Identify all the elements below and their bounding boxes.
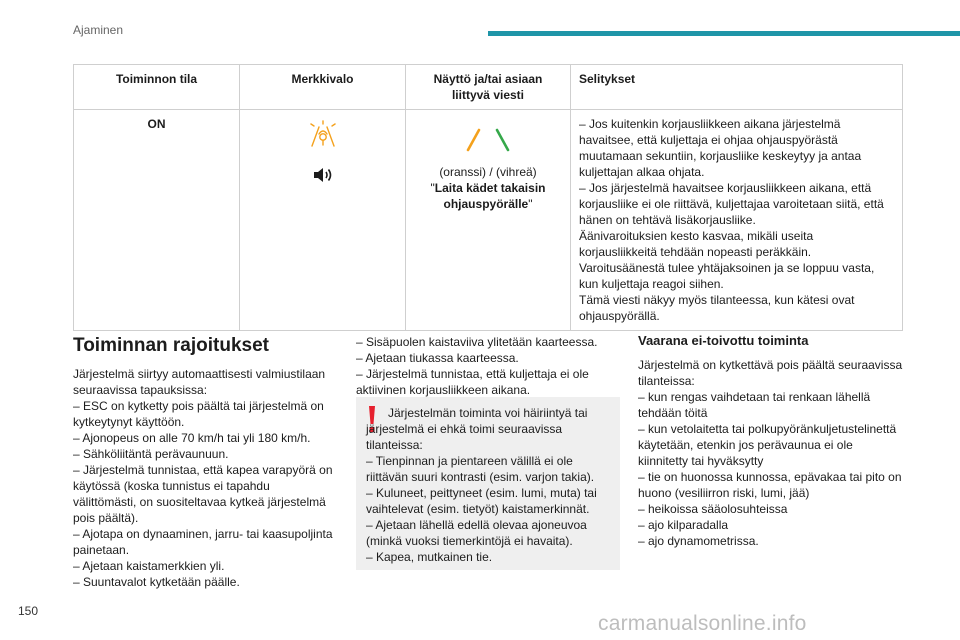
explanation-paragraph: Varoitusäänestä tulee yhtäjaksoinen ja se loppuu vasta, kun kuljettaja reagoi siihen. — [579, 261, 875, 291]
header-section-title: Ajaminen — [73, 23, 124, 37]
explanations-cell — [571, 110, 903, 331]
header-accent-bar — [488, 31, 960, 36]
table-header-cell: Toiminnon tila — [74, 65, 240, 110]
warning-paragraph: – Kapea, mutkainen tie. — [366, 550, 493, 564]
lane-lines-icon — [458, 124, 518, 154]
risk-title: Vaarana ei-toivottu toiminta — [638, 333, 809, 348]
warning-text — [366, 405, 610, 565]
display-colors-text: (oranssi) / (vihreä) — [439, 165, 537, 179]
warning-box — [356, 397, 620, 570]
watermark: carmanualsonline.info — [598, 612, 807, 635]
limits-section — [73, 334, 335, 590]
limits-paragraph: – Järjestelmä tunnistaa, että kuljettaja ei ole aktiivinen korjausliikkeen aikana. — [356, 367, 589, 397]
risk-paragraph: Järjestelmä on kytkettävä pois päältä seuraavissa tilanteissa: — [638, 358, 903, 388]
limits-paragraph: – Ajotapa on dynaaminen, jarru- tai kaasupoljinta painetaan. — [73, 527, 333, 557]
risk-paragraph: – kun vetolaitetta tai polkupyöränkuljetustelinettä käytetään, etenkin jos perävaunua ei ole kiinnitetty tai hyväksytty — [638, 422, 897, 468]
warning-paragraph: Järjestelmän toiminta voi häiriintyä tai järjestelmä ei ehkä toimi seuraavissa tilanteissa: — [366, 406, 588, 452]
lane-hands-warning-icon — [308, 120, 338, 148]
limits-paragraph: – Suuntavalot kytketään päälle. — [73, 575, 240, 589]
risk-paragraph: – heikoissa sääolosuhteissa — [638, 502, 788, 516]
limits-paragraph: Järjestelmä siirtyy automaattisesti valmiustilaan seuraavissa tapauksissa: — [73, 367, 326, 397]
warning-paragraph: – Kuluneet, peittyneet (esim. lumi, muta) tai vaihtelevat (esim. tietyöt) kaistamerkinnät. — [366, 486, 597, 516]
explanation-paragraph: – Jos kuitenkin korjausliikkeen aikana järjestelmä havaitsee, että kuljettaja ei ohjaa ohjauspyörästä muutamaan sekuntiin, korjausliike keskeytyy ja antaa kuljettajan alkaa ohjata. — [579, 117, 862, 179]
risk-paragraph: – kun rengas vaihdetaan tai renkaan lähellä tehdään töitä — [638, 390, 871, 420]
table-header-cell: Merkkivalo — [240, 65, 406, 110]
limits-title: Toiminnan rajoitukset — [73, 335, 270, 356]
risk-section — [638, 333, 903, 549]
speaker-icon — [312, 166, 334, 184]
quote-open: " — [430, 181, 435, 195]
limits-paragraph: – Järjestelmä tunnistaa, että kapea varapyörä on käytössä (koska tunnistus ei tapahdu välittömästi, on suositeltavaa kytkeä järjestelmä pois päältä). — [73, 463, 333, 525]
limits-paragraph: – Sähköliitäntä perävaunuun. — [73, 447, 229, 461]
explanation-paragraph: Tämä viesti näkyy myös tilanteessa, kun kätesi ovat ohjauspyörällä. — [579, 293, 855, 323]
display-message — [414, 180, 562, 212]
limits-continued — [356, 334, 620, 398]
limits-paragraph: – Ajonopeus on alle 70 km/h tai yli 180 km/h. — [73, 431, 311, 445]
warning-paragraph: – Ajetaan lähellä edellä olevaa ajoneuvoa (minkä vuoksi tiemerkintöjä ei havaita). — [366, 518, 587, 548]
table-header-cell: Selitykset — [571, 65, 903, 110]
limits-paragraph: – ESC on kytketty pois päältä tai järjestelmä on kytkeytynyt käyttöön. — [73, 399, 324, 429]
risk-paragraph: – ajo kilparadalla — [638, 518, 729, 532]
limits-paragraph: – Sisäpuolen kaistaviiva ylitetään kaarteessa. — [356, 335, 598, 349]
table-header-row — [74, 65, 903, 110]
function-status-table — [73, 64, 903, 331]
page-number: 150 — [18, 604, 39, 618]
explanation-paragraph: Äänivaroituksien kesto kasvaa, mikäli useita korjausliikkeitä tehdään nopeasti peräkkäin. — [579, 229, 814, 259]
warning-paragraph: – Tienpinnan ja pientareen välillä ei ole riittävän suuri kontrasti (esim. varjon takia). — [366, 454, 595, 484]
risk-paragraph: – tie on huonossa kunnossa, epävakaa tai pito on huono (vesiliirron riski, lumi, jää) — [638, 470, 902, 500]
display-message-cell — [406, 110, 571, 331]
indicator-cell — [240, 110, 406, 331]
risk-paragraph: – ajo dynamometrissa. — [638, 534, 759, 548]
explanation-paragraph: – Jos järjestelmä havaitsee korjausliikkeen aikana, että korjausliike ei ole riittävä, kuljettajaa varoitetaan siitä, että hänen on tehtävä lisäkorjausliike. — [579, 181, 884, 227]
limits-paragraph: – Ajetaan kaistamerkkien yli. — [73, 559, 225, 573]
quote-close: " — [528, 197, 533, 211]
limits-paragraph: – Ajetaan tiukassa kaarteessa. — [356, 351, 519, 365]
message-text: Laita kädet takaisin ohjauspyörälle — [434, 181, 546, 211]
table-header-cell: Näyttö ja/tai asiaan liittyvä viesti — [406, 65, 571, 110]
table-row — [74, 110, 903, 331]
state-cell: ON — [74, 110, 240, 331]
